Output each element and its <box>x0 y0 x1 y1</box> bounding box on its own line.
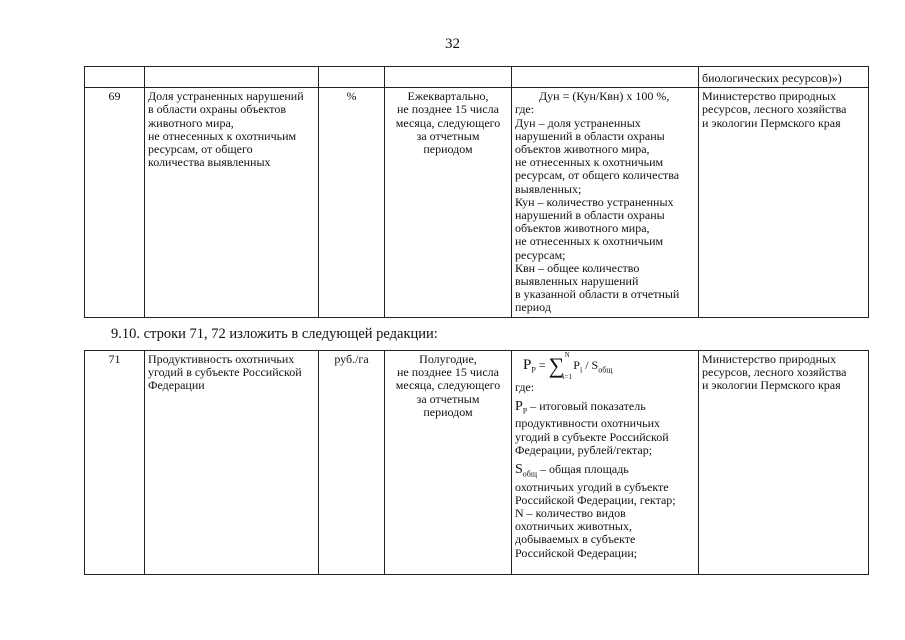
period-line: не позднее 15 числа <box>397 365 499 380</box>
method-line: объектов животного мира, <box>515 142 650 157</box>
method-formula-line: Дун = (Кун/Квн) х 100 %, <box>539 89 670 104</box>
table-continuation-row <box>85 67 869 88</box>
indicator-name-line: Продуктивность охотничьих <box>148 352 295 366</box>
method-line: Квн – общее количество <box>515 260 640 275</box>
method-line: Кун – количество устраненных <box>515 194 674 209</box>
table-row <box>85 351 869 575</box>
indicator-name-line: не отнесенных к охотничьим <box>148 128 297 143</box>
period-line: за отчетным <box>416 128 480 143</box>
pp-symbol-sub: P <box>522 406 528 416</box>
responsible-cell <box>699 88 869 317</box>
unit-cell: руб./га <box>319 351 385 575</box>
pp-definition-text: – итоговый показатель <box>530 398 646 413</box>
method-cell <box>512 88 699 317</box>
method-line: где: <box>515 102 535 117</box>
responsible-line: и экологии Пермского края <box>702 115 841 130</box>
formula-denominator: S <box>591 358 599 372</box>
s-definition-line <box>515 463 695 481</box>
unit-cell: % <box>319 88 385 317</box>
period-cell <box>385 88 512 317</box>
formula-lhs: P <box>523 357 532 373</box>
n-definition-line: N – количество видов <box>515 506 626 520</box>
method-line: не отнесенных к охотничьим <box>515 155 664 170</box>
s-definition-line: Российской Федерации, гектар; <box>515 492 676 507</box>
formula-divide: / <box>585 358 589 372</box>
sum-lower-limit: i=1 <box>562 373 572 381</box>
table-row <box>85 88 869 317</box>
responsible-line: Министерство природных <box>702 89 837 104</box>
period-line: не позднее 15 числа <box>397 102 499 117</box>
method-line: объектов животного мира, <box>515 221 650 236</box>
indicator-name-line: в области охраны объектов <box>148 102 287 117</box>
responsible-line: и экологии Пермского края <box>702 378 841 393</box>
n-definition-line: добываемых в субъекте <box>515 532 636 547</box>
period-line: периодом <box>423 404 473 419</box>
period-line: Ежеквартально, <box>407 89 489 104</box>
continuation-cell: биологических ресурсов)») <box>699 67 869 88</box>
row-number: 69 <box>85 88 145 317</box>
indicator-name-line: угодий в субъекте Российской <box>148 365 302 380</box>
period-line: Полугодие, <box>419 352 477 366</box>
responsible-line: ресурсов, лесного хозяйства <box>702 365 847 380</box>
period-line: месяца, следующего <box>395 115 501 130</box>
indicator-name-line: Федерации <box>148 378 205 393</box>
formula-term: P <box>573 358 580 372</box>
indicator-name-line: ресурсам, от общего <box>148 142 253 157</box>
method-line: выявленных нарушений <box>515 274 639 289</box>
method-cell <box>512 351 699 575</box>
sum-sign-icon: ∑ N i=1 <box>549 353 565 378</box>
indicator-table-top <box>84 66 869 318</box>
indicator-name <box>145 351 319 575</box>
formula-equals: = <box>538 358 546 372</box>
responsible-line: ресурсов, лесного хозяйства <box>702 102 847 117</box>
period-line: периодом <box>423 142 473 157</box>
period-line: за отчетным <box>416 391 480 406</box>
pp-definition-line: Федерации, рублей/гектар; <box>515 442 653 457</box>
pp-definition-line <box>515 400 695 418</box>
formula-denominator-sub: общ <box>598 365 613 375</box>
pp-definition-line: угодий в субъекте Российской <box>515 429 669 444</box>
method-line: Дун – доля устраненных <box>515 115 641 130</box>
indicator-name-line: количества выявленных <box>148 155 271 170</box>
pp-definition-line: продуктивности охотничьих <box>515 416 661 431</box>
productivity-formula <box>523 351 695 381</box>
indicator-name-line: животного мира, <box>148 115 234 130</box>
row-number: 71 <box>85 351 145 575</box>
method-line: в указанной области в отчетный <box>515 287 680 302</box>
method-line: выявленных; <box>515 181 582 196</box>
method-line: нарушений в области охраны <box>515 128 665 143</box>
method-line: нарушений в области охраны <box>515 208 665 223</box>
formula-lhs-sub: P <box>531 365 536 375</box>
method-line: ресурсам; <box>515 247 566 262</box>
n-definition-line: охотничьих животных, <box>515 519 632 534</box>
sum-upper-limit: N <box>564 351 570 359</box>
where-label: где: <box>515 379 535 394</box>
indicator-name <box>145 88 319 317</box>
s-definition-line: охотничьих угодий в субъекте <box>515 479 669 494</box>
s-symbol-sub: общ <box>522 469 538 479</box>
s-symbol: S <box>515 462 523 477</box>
method-line: не отнесенных к охотничьим <box>515 234 664 249</box>
responsible-line: Министерство природных <box>702 352 837 366</box>
responsible-cell <box>699 351 869 575</box>
method-line: ресурсам, от общего количества <box>515 168 680 183</box>
period-line: месяца, следующего <box>395 378 501 393</box>
page-number: 32 <box>445 36 460 52</box>
pp-symbol: P <box>515 398 523 414</box>
method-line: период <box>515 300 551 315</box>
amendment-paragraph: 9.10. строки 71, 72 изложить в следующей редакции: <box>111 326 438 342</box>
indicator-name-line: Доля устраненных нарушений <box>148 89 304 104</box>
period-cell <box>385 351 512 575</box>
indicator-table-bottom <box>84 350 869 575</box>
s-definition-text: – общая площадь <box>540 462 629 476</box>
formula-term-sub: i <box>579 365 583 375</box>
n-definition-line: Российской Федерации; <box>515 545 638 560</box>
